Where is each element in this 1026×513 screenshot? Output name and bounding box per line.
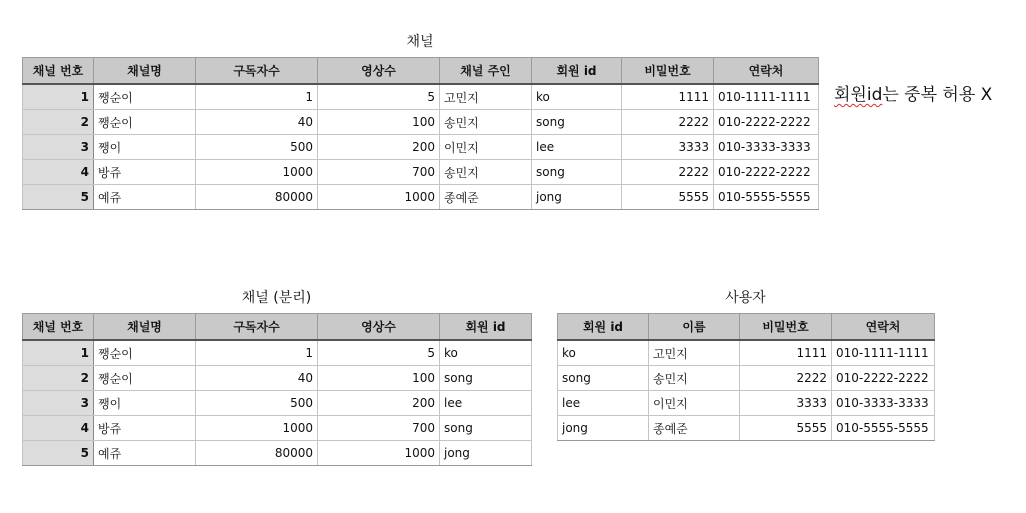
row-number-cell: 5 <box>23 185 94 210</box>
user-name-cell: 고민지 <box>649 340 740 366</box>
member-id-cell: ko <box>558 340 649 366</box>
channel-owner-cell: 종예준 <box>440 185 532 210</box>
table1-header-cell: 비밀번호 <box>622 58 714 85</box>
video-count-cell: 5 <box>318 340 440 366</box>
table3-header-cell: 연락처 <box>832 314 935 341</box>
channel-owner-cell: 이민지 <box>440 135 532 160</box>
user-name-cell: 종예준 <box>649 416 740 441</box>
table3-header-cell: 회원 id <box>558 314 649 341</box>
member-id-cell: song <box>440 416 532 441</box>
table2-header-cell: 채널명 <box>94 314 196 341</box>
table2-header-row <box>23 314 532 341</box>
channel-name-cell: 예쥬 <box>94 185 196 210</box>
video-count-cell: 700 <box>318 160 440 185</box>
subscriber-count-cell: 1 <box>196 340 318 366</box>
table-row <box>23 366 532 391</box>
table1-header-cell: 채널명 <box>94 58 196 85</box>
table-row <box>558 340 935 366</box>
video-count-cell: 700 <box>318 416 440 441</box>
password-cell: 5555 <box>740 416 832 441</box>
channel-name-cell: 예쥬 <box>94 441 196 466</box>
subscriber-count-cell: 1000 <box>196 160 318 185</box>
subscriber-count-cell: 40 <box>196 366 318 391</box>
table-row <box>23 391 532 416</box>
table-row <box>23 441 532 466</box>
row-number-cell: 2 <box>23 110 94 135</box>
video-count-cell: 200 <box>318 391 440 416</box>
subscriber-count-cell: 500 <box>196 391 318 416</box>
table2-title: 채널 (분리) <box>241 290 312 306</box>
member-id-cell: song <box>558 366 649 391</box>
member-id-cell: lee <box>440 391 532 416</box>
member-id-cell: ko <box>440 340 532 366</box>
contact-cell: 010-1111-1111 <box>714 84 819 110</box>
table-row <box>23 416 532 441</box>
subscriber-count-cell: 1 <box>196 84 318 110</box>
subscriber-count-cell: 500 <box>196 135 318 160</box>
table-row <box>23 84 819 110</box>
channel-name-cell: 쨍이 <box>94 135 196 160</box>
uniqueness-note <box>834 80 992 105</box>
password-cell: 2222 <box>740 366 832 391</box>
password-cell: 3333 <box>622 135 714 160</box>
row-number-cell: 2 <box>23 366 94 391</box>
row-number-cell: 1 <box>23 84 94 110</box>
member-id-cell: jong <box>440 441 532 466</box>
contact-cell: 010-2222-2222 <box>832 366 935 391</box>
table2-header-cell: 회원 id <box>440 314 532 341</box>
channel-owner-cell: 고민지 <box>440 84 532 110</box>
member-id-cell: lee <box>558 391 649 416</box>
video-count-cell: 100 <box>318 366 440 391</box>
table3-title: 사용자 <box>725 290 766 306</box>
table3-header-cell: 이름 <box>649 314 740 341</box>
video-count-cell: 1000 <box>318 185 440 210</box>
member-id-cell: ko <box>532 84 622 110</box>
channel-owner-cell: 송민지 <box>440 160 532 185</box>
table1-header-row <box>23 58 819 85</box>
member-id-cell: song <box>532 160 622 185</box>
table1-header-cell: 연락처 <box>714 58 819 85</box>
contact-cell: 010-1111-1111 <box>832 340 935 366</box>
row-number-cell: 3 <box>23 391 94 416</box>
table-row <box>23 160 819 185</box>
contact-cell: 010-5555-5555 <box>832 416 935 441</box>
password-cell: 2222 <box>622 160 714 185</box>
channel-name-cell: 방쥬 <box>94 416 196 441</box>
video-count-cell: 5 <box>318 84 440 110</box>
table3-header-cell: 비밀번호 <box>740 314 832 341</box>
table-row <box>558 391 935 416</box>
user-name-cell: 송민지 <box>649 366 740 391</box>
channel-owner-cell: 송민지 <box>440 110 532 135</box>
channel-name-cell: 쨍순이 <box>94 366 196 391</box>
contact-cell: 010-5555-5555 <box>714 185 819 210</box>
password-cell: 2222 <box>622 110 714 135</box>
table-row <box>558 366 935 391</box>
password-cell: 3333 <box>740 391 832 416</box>
table2-channel-split <box>22 313 532 466</box>
subscriber-count-cell: 80000 <box>196 185 318 210</box>
table-row <box>23 340 532 366</box>
contact-cell: 010-3333-3333 <box>832 391 935 416</box>
row-number-cell: 3 <box>23 135 94 160</box>
table2-header-cell: 채널 번호 <box>23 314 94 341</box>
video-count-cell: 1000 <box>318 441 440 466</box>
table1-channel <box>22 57 819 210</box>
table2-header-cell: 구독자수 <box>196 314 318 341</box>
member-id-cell: lee <box>532 135 622 160</box>
subscriber-count-cell: 40 <box>196 110 318 135</box>
password-cell: 1111 <box>740 340 832 366</box>
channel-name-cell: 방쥬 <box>94 160 196 185</box>
note-rest-text: 는 중복 허용 X <box>882 85 993 105</box>
table-row <box>23 110 819 135</box>
row-number-cell: 4 <box>23 416 94 441</box>
member-id-cell: jong <box>532 185 622 210</box>
table3-users <box>557 313 935 441</box>
table1-header-cell: 구독자수 <box>196 58 318 85</box>
contact-cell: 010-2222-2222 <box>714 160 819 185</box>
row-number-cell: 1 <box>23 340 94 366</box>
table1-title: 채널 <box>406 34 434 50</box>
contact-cell: 010-2222-2222 <box>714 110 819 135</box>
table1-header-cell: 채널 주인 <box>440 58 532 85</box>
member-id-cell: song <box>532 110 622 135</box>
table1-header-cell: 회원 id <box>532 58 622 85</box>
channel-name-cell: 쨍순이 <box>94 340 196 366</box>
password-cell: 1111 <box>622 84 714 110</box>
channel-name-cell: 쨍이 <box>94 391 196 416</box>
subscriber-count-cell: 80000 <box>196 441 318 466</box>
contact-cell: 010-3333-3333 <box>714 135 819 160</box>
table2-header-cell: 영상수 <box>318 314 440 341</box>
row-number-cell: 5 <box>23 441 94 466</box>
user-name-cell: 이민지 <box>649 391 740 416</box>
note-member-id-text: 회원id <box>834 85 883 105</box>
password-cell: 5555 <box>622 185 714 210</box>
table3-header-row <box>558 314 935 341</box>
subscriber-count-cell: 1000 <box>196 416 318 441</box>
video-count-cell: 100 <box>318 110 440 135</box>
table-row <box>23 135 819 160</box>
table1-header-cell: 영상수 <box>318 58 440 85</box>
member-id-cell: song <box>440 366 532 391</box>
member-id-cell: jong <box>558 416 649 441</box>
table-row <box>23 185 819 210</box>
channel-name-cell: 쨍순이 <box>94 110 196 135</box>
video-count-cell: 200 <box>318 135 440 160</box>
table1-header-cell: 채널 번호 <box>23 58 94 85</box>
table-row <box>558 416 935 441</box>
channel-name-cell: 쨍순이 <box>94 84 196 110</box>
row-number-cell: 4 <box>23 160 94 185</box>
